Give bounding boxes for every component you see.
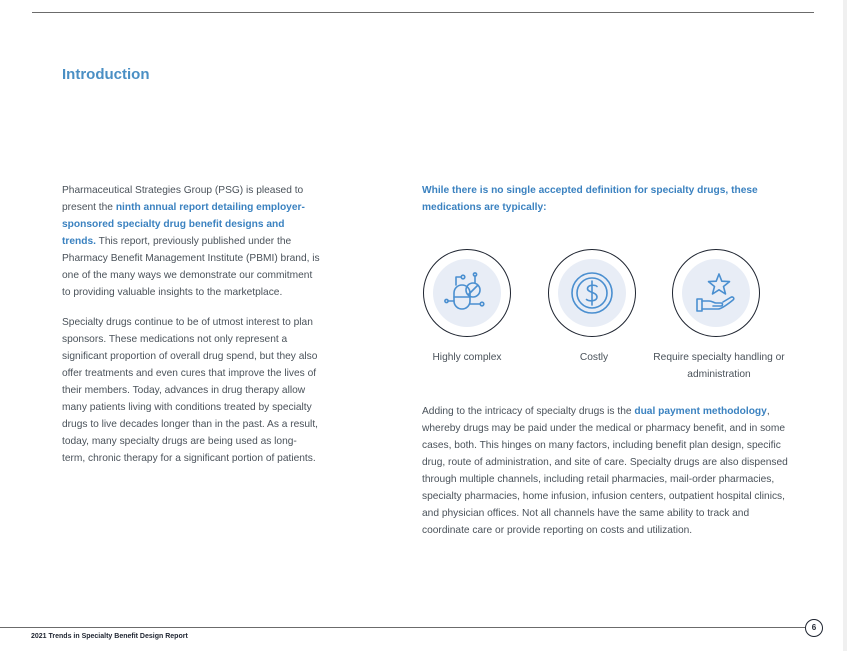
header-rule (32, 12, 814, 13)
feature-costly-circle (548, 249, 636, 337)
definition-lead: While there is no single accepted definition for specialty drugs, these medications are typically: (422, 185, 758, 213)
feature-costly-caption: Costly (579, 352, 609, 363)
feature-handling-circle (672, 249, 760, 337)
right-column (422, 403, 790, 539)
payment-text-a: Adding to the intricacy of specialty drugs is the (422, 406, 635, 417)
scrollbar-track (843, 0, 847, 651)
feature-complex-caption: Highly complex (432, 352, 502, 363)
page-number-badge: 6 (805, 619, 823, 637)
payment-text-c: , whereby drugs may be paid under the medical or pharmacy benefit, and in some cases, both. This hinges on many factors, including benefit plan design, specific drug, route of administration, and site of care. Specialty drugs are also dispensed through multiple channels, including retail pharmacies, mail-order pharmacies, specialty pharmacies, home infusion, infusion centers, outpatient hospital clinics, and physician offices. Not all channels have the same ability to track and coordinate care or provide reporting on costs and utilization. (422, 406, 788, 536)
footer-title: 2021 Trends in Specialty Benefit Design Report (31, 633, 188, 640)
hand-star-icon (691, 268, 741, 318)
page-title: Introduction (62, 66, 150, 83)
feature-complex-circle (423, 249, 511, 337)
intro-text-c: This report, previously published under the Pharmacy Benefit Management Institute (PBMI) brand, is one of the many ways we demonstrate our commitment to providing valuable insights to the marketplace. (62, 236, 320, 298)
dollar-coin-icon (567, 268, 617, 318)
intro-highlight: ninth annual report detailing employer-sponsored specialty drug benefit designs and trends. (62, 202, 305, 247)
intro-text-a: Pharmaceutical Strategies Group (PSG) is pleased to present the (62, 185, 304, 213)
pill-capsule-icon (442, 268, 492, 318)
payment-highlight: dual payment methodology (634, 406, 767, 417)
payment-paragraph (422, 403, 790, 539)
footer-rule (0, 627, 805, 628)
left-column (62, 182, 320, 480)
feature-handling-caption: Require specialty handling or administration (653, 352, 785, 380)
intro-paragraph (62, 182, 320, 301)
specialty-paragraph: Specialty drugs continue to be of utmost interest to plan sponsors. These medications not only represent a significant proportion of overall drug spend, but they also offer treatments and even cures that improve the lives of their members. Today, advances in drug therapy allow many patients living with conditions treated by specialty drugs to live decades longer than in the past. As a result, today, many specialty drugs are being used as long-term, chronic therapy for a significant portion of patients. (62, 317, 318, 464)
